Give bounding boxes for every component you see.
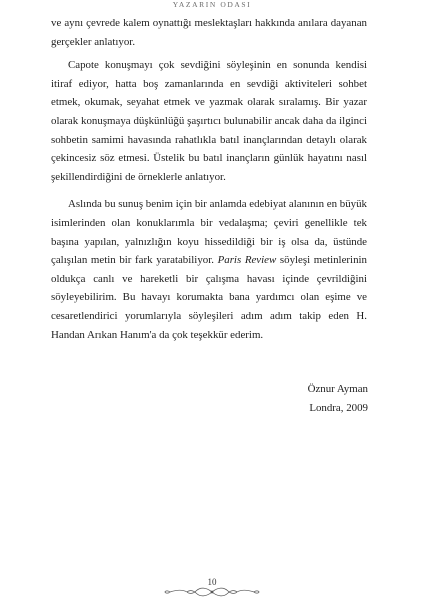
place-and-date: Londra, 2009 bbox=[309, 402, 368, 414]
body-text bbox=[51, 14, 367, 344]
signature-block bbox=[308, 380, 368, 418]
paragraph-2: Capote konuşmayı çok sevdiğini söyleşinin en sonunda kendisi itiraf ediyor, hatta boş zamanlarında en sevdiği aktiviteleri sohbet etmek, okumak, seyahat etmek ve yazmak olarak sıralamış. Bir yazar olarak konuşmaya düşkünlüğü şaşırtıcı bulunabilir ancak daha da ilginci sohbetin samimi havasında rahatlıkla batıl inançlarından detaylı olarak çekincesiz söz etmesi. Üstelik bu batıl inançların günlük hayatını nasıl şekillendirdiğini de örneklerle anlatıyor. bbox=[51, 59, 367, 183]
author-name: Öznur Ayman bbox=[307, 383, 368, 395]
magazine-title: Paris Review bbox=[217, 254, 277, 267]
paragraph-3-text-end: söyleşi metinlerinin oldukça canlı ve hareketli bir çalışma havası içinde çevrildiğini söyleyebilirim. Bu havayı korumakta bana yardımcı olan eşime ve cesaretlendirici yorumlarıyla söyleşileri adım adım takip eden H. Handan Arıkan Hanım'a da çok teşekkür ederim. bbox=[51, 254, 367, 341]
floral-ornament-icon bbox=[162, 586, 262, 598]
page-number: 10 bbox=[207, 577, 217, 587]
running-header: YAZARIN ODASI bbox=[172, 0, 252, 9]
paragraph-1: ve aynı çevrede kalem oynattığı meslektaşları hakkında anılara dayanan gerçekler anlatıyor. bbox=[51, 17, 367, 48]
paragraph-3-text-start: Aslında bu sunuş benim için bir anlamda edebiyat alanının en büyük isimlerinden olan konuklarımla bir vedalaşma; çeviri genellikle tek başına yapılan, yalnızlığın koyu hissedildiği bir iş olsa da, üstünde çalışılan metin bir fark yaratabiliyor. bbox=[51, 198, 367, 267]
paragraph-3 bbox=[51, 195, 367, 344]
